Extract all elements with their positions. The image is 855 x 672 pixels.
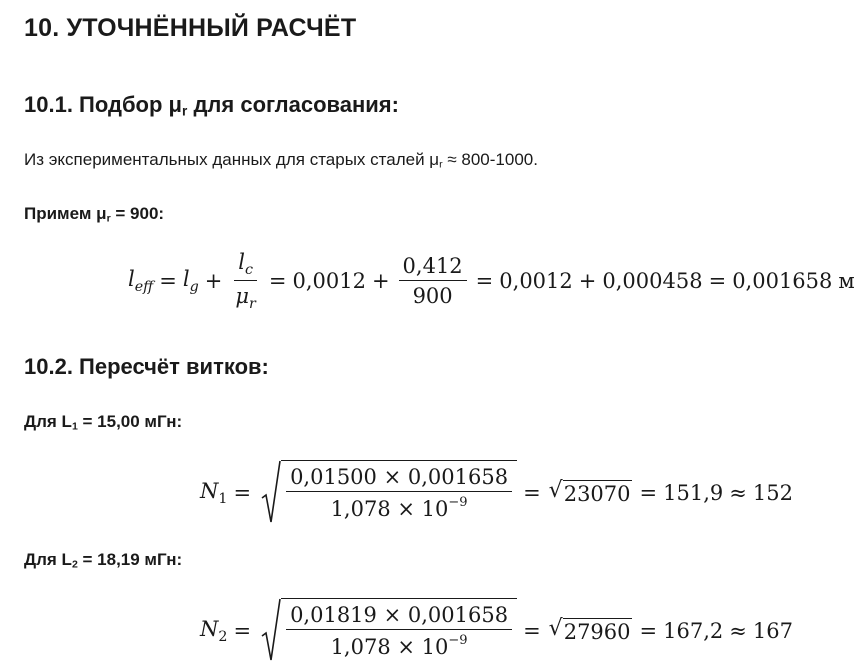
l-eff-symbol: $l_{eff}$	[128, 266, 154, 295]
section-10-1-heading	[24, 92, 399, 118]
heading-subscript: r	[182, 103, 188, 119]
l-eff-formula: $l_{eff}$ = $l_g$ + $\frac{l_c}{\mu_r}$ = 0,0012 + $\frac{0,412}{900}$ = 0,0012 + 0,000458 = 0,001658 м	[128, 250, 855, 312]
n2-exact-value: 167,2	[663, 619, 724, 643]
l-g-value-repeat: 0,0012	[499, 268, 573, 293]
l2-text: Для L	[24, 550, 72, 569]
n1-exact-value: 151,9	[663, 481, 724, 505]
l2-text-end: = 18,19 мГн:	[77, 550, 183, 569]
n2-symbol: $N_2$	[200, 617, 228, 645]
para-subscript: r	[439, 158, 443, 171]
sqrt-sign-small: √ 27960	[548, 616, 631, 644]
sqrt-sign-large: $\frac{0,01819 \times 0,001658}{1,078 \times 10^{-9}}$	[261, 598, 517, 664]
heading-text-end: для согласования:	[187, 92, 399, 117]
accept-text-end: = 900:	[110, 204, 165, 223]
n2-rounded-value: 167	[752, 619, 793, 643]
heading-text: 10.1. Подбор μ	[24, 92, 183, 117]
n1-rounded-value: 152	[752, 481, 793, 505]
n1-symbol: $N_1$	[200, 479, 228, 507]
page-title: 10. УТОЧНЁННЫЙ РАСЧЁТ	[24, 14, 357, 42]
sqrt-sign-small: √ 23070	[548, 478, 631, 506]
accept-mu-label	[24, 204, 164, 225]
numeric-fraction: $\frac{0,412}{900}$	[399, 254, 467, 308]
para-text-end: ≈ 800-1000.	[442, 150, 538, 169]
n1-formula: $N_1$ = $\frac{0,01500 \times 0,001658}{1,078 \times 10^{-9}}$ = √ 23070 = 151,9 ≈ 152	[200, 460, 793, 526]
l1-subscript: 1	[71, 420, 78, 433]
l2-subscript: 2	[71, 558, 78, 571]
n2-formula: $N_2$ = $\frac{0,01819 \times 0,001658}{1,078 \times 10^{-9}}$ = √ 27960 = 167,2 ≈ 167	[200, 598, 793, 664]
l-g-symbol: $l_g$	[182, 266, 199, 295]
accept-text: Примем μ	[24, 204, 107, 223]
l1-label	[24, 412, 182, 433]
accept-subscript: r	[106, 212, 111, 225]
l2-label	[24, 550, 182, 571]
section-10-2-heading: 10.2. Пересчёт витков:	[24, 354, 269, 379]
experimental-data-paragraph	[24, 150, 538, 171]
l-eff-result: 0,001658	[732, 268, 833, 293]
sqrt-sign-large: $\frac{0,01500 \times 0,001658}{1,078 \times 10^{-9}}$	[261, 460, 517, 526]
fraction-value: 0,000458	[602, 268, 703, 293]
unit-meters: м	[838, 268, 855, 293]
lc-over-mu-fraction: $\frac{l_c}{\mu_r}$	[235, 250, 256, 312]
para-text: Из экспериментальных данных для старых сталей μ	[24, 150, 440, 169]
l1-text: Для L	[24, 412, 72, 431]
l1-text-end: = 15,00 мГн:	[77, 412, 183, 431]
l-g-value: 0,0012	[292, 268, 366, 293]
